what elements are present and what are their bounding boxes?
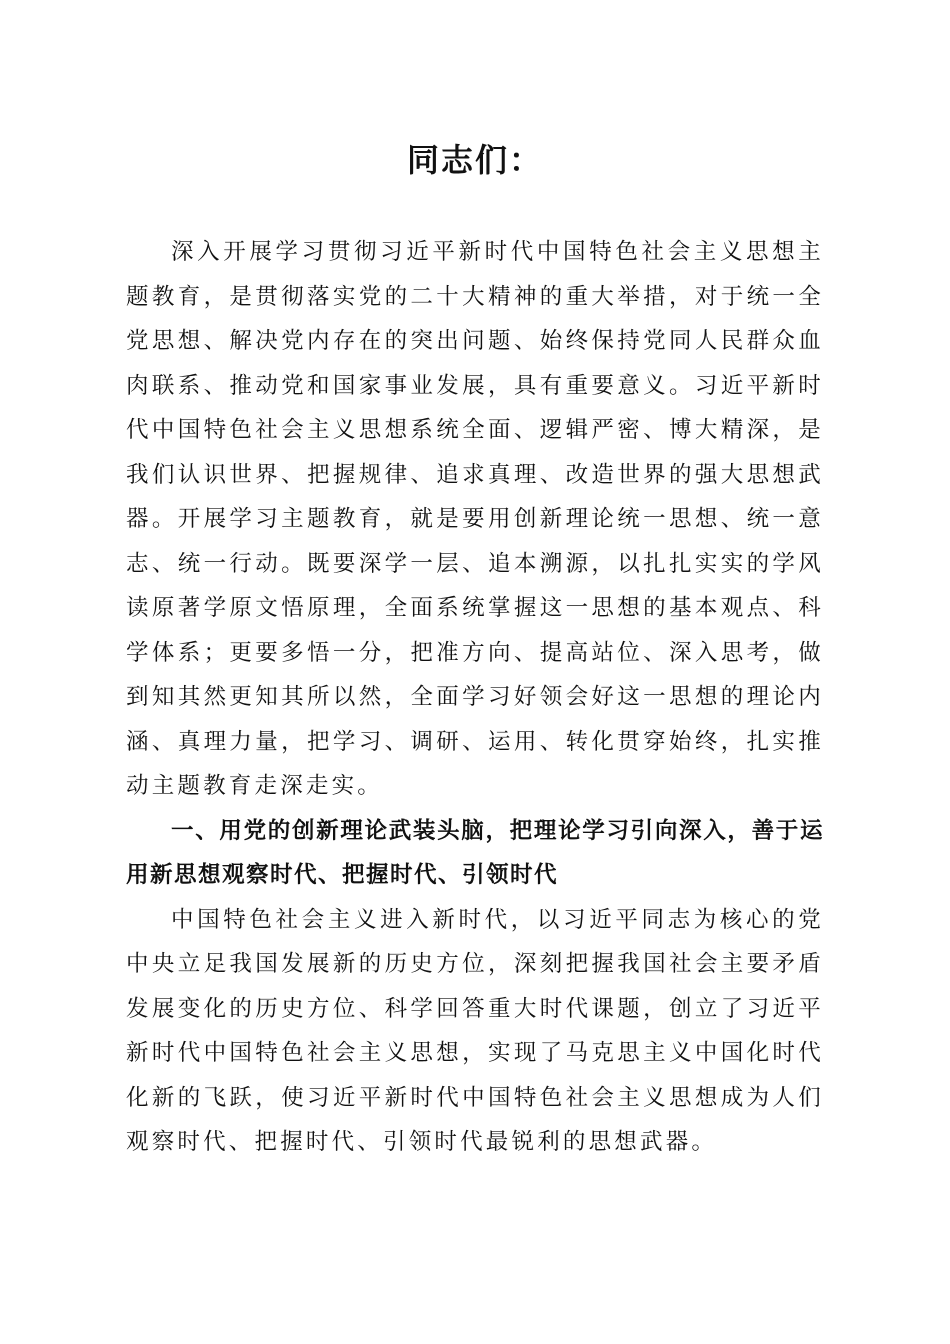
intro-paragraph: 深入开展学习贯彻习近平新时代中国特色社会主义思想主题教育，是贯彻落实党的二十大精神的重大举措，对于统一全党思想、解决党内存在的突出问题、始终保持党同人民群众血肉联系、推动党和国家事业发展，具有重要意义。习近平新时代中国特色社会主义思想系统全面、逻辑严密、博大精深，是我们认识世界、把握规律、追求真理、改造世界的强大思想武器。开展学习主题教育，就是要用创新理论统一思想、统一意志、统一行动。既要深学一层、追本溯源，以扎扎实实的学风读原著学原文悟原理，全面系统掌握这一思想的基本观点、科学体系；更要多悟一分，把准方向、提高站位、深入思考，做到知其然更知其所以然，全面学习好领会好这一思想的理论内涵、真理力量，把学习、调研、运用、转化贯穿始终，扎实推动主题教育走深走实。 (126, 239, 824, 799)
document-body (126, 230, 824, 1165)
section-heading: 一、用党的创新理论武装头脑，把理论学习引向深入，善于运用新思想观察时代、把握时代、引领时代 (126, 817, 824, 888)
section-paragraph: 中国特色社会主义进入新时代，以习近平同志为核心的党中央立足我国发展新的历史方位，深刻把握我国社会主要矛盾发展变化的历史方位、科学回答重大时代课题，创立了习近平新时代中国特色社会主义思想，实现了马克思主义中国化时代化新的飞跃，使习近平新时代中国特色社会主义思想成为人们观察时代、把握时代、引领时代最锐利的思想武器。 (126, 906, 824, 1155)
page-title: 同志们： (406, 141, 543, 179)
